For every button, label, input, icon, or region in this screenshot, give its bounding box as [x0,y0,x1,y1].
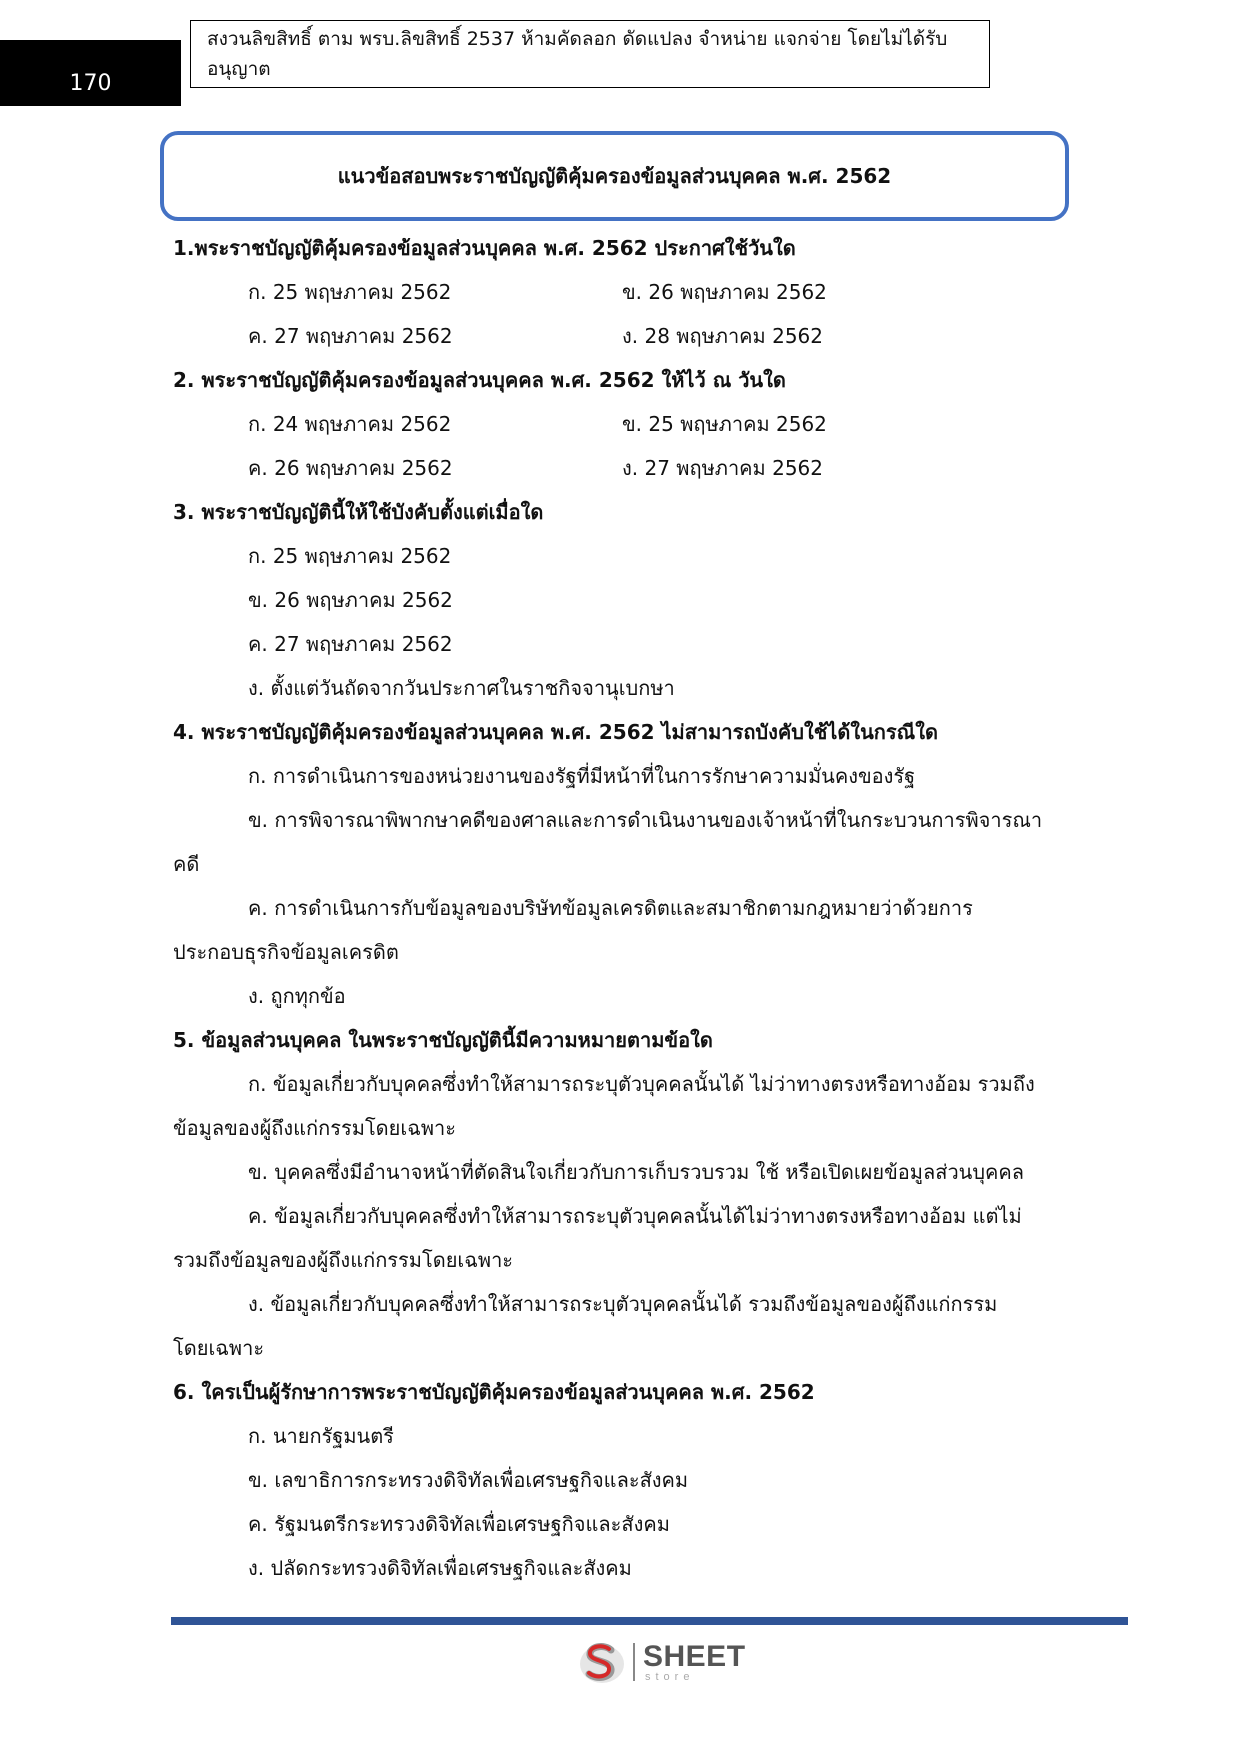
sheet-store-logo [577,1638,746,1686]
logo-main-text: SHEET [643,1639,746,1673]
sheet-store-logo-icon [577,1638,627,1686]
q4-option-b: ข. การพิจารณาพิพากษาคดีของศาลและการดำเนินงานของเจ้าหน้าที่ในกระบวนการพิจารณา [248,808,1043,832]
question-2: 2. พระราชบัญญัติคุ้มครองข้อมูลส่วนบุคคล พ.ศ. 2562 ให้ไว้ ณ วันใด [173,368,786,392]
q2-option-d: ง. 27 พฤษภาคม 2562 [622,456,823,480]
q5-option-a-cont: ข้อมูลของผู้ถึงแก่กรรมโดยเฉพาะ [173,1116,457,1140]
page-number: 170 [0,40,181,106]
footer-rule [171,1617,1128,1625]
question-3: 3. พระราชบัญญัตินี้ให้ใช้บังคับตั้งแต่เมื่อใด [173,500,544,524]
question-6: 6. ใครเป็นผู้รักษาการพระราชบัญญัติคุ้มครองข้อมูลส่วนบุคคล พ.ศ. 2562 [173,1380,815,1404]
q5-option-d-cont: โดยเฉพาะ [173,1336,265,1360]
q2-option-b: ข. 25 พฤษภาคม 2562 [622,412,827,436]
question-1: 1.พระราชบัญญัติคุ้มครองข้อมูลส่วนบุคคล พ.ศ. 2562 ประกาศใช้วันใด [173,236,796,260]
q5-option-b: ข. บุคคลซึ่งมีอำนาจหน้าที่ตัดสินใจเกี่ยวกับการเก็บรวบรวม ใช้ หรือเปิดเผยข้อมูลส่วนบุคคล [248,1160,1025,1184]
q6-option-d: ง. ปลัดกระทรวงดิจิทัลเพื่อเศรษฐกิจและสังคม [248,1556,632,1580]
q4-option-c-cont: ประกอบธุรกิจข้อมูลเครดิต [173,940,399,964]
q5-option-d: ง. ข้อมูลเกี่ยวกับบุคคลซึ่งทำให้สามารถระบุตัวบุคคลนั้นได้ รวมถึงข้อมูลของผู้ถึงแก่กรรม [248,1292,998,1316]
section-title: แนวข้อสอบพระราชบัญญัติคุ้มครองข้อมูลส่วนบุคคล พ.ศ. 2562 [337,164,892,188]
q5-option-c: ค. ข้อมูลเกี่ยวกับบุคคลซึ่งทำให้สามารถระบุตัวบุคคลนั้นได้ไม่ว่าทางตรงหรือทางอ้อม แต่ไม่ [248,1204,1022,1228]
copyright-text: สงวนลิขสิทธิ์ ตาม พรบ.ลิขสิทธิ์ 2537 ห้ามคัดลอก ดัดแปลง จำหน่าย แจกจ่าย โดยไม่ได้รับอนุญาต [207,28,948,80]
logo-sub-text: store [645,1670,695,1683]
q1-option-c: ค. 27 พฤษภาคม 2562 [248,324,453,348]
q3-option-c: ค. 27 พฤษภาคม 2562 [248,632,453,656]
question-4: 4. พระราชบัญญัติคุ้มครองข้อมูลส่วนบุคคล พ.ศ. 2562 ไม่สามารถบังคับใช้ได้ในกรณีใด [173,720,938,744]
q4-option-a: ก. การดำเนินการของหน่วยงานของรัฐที่มีหน้าที่ในการรักษาความมั่นคงของรัฐ [248,764,916,788]
q1-option-b: ข. 26 พฤษภาคม 2562 [622,280,827,304]
section-title-box [160,131,1069,221]
q4-option-b-cont: คดี [173,852,200,876]
q3-option-a: ก. 25 พฤษภาคม 2562 [248,544,452,568]
q3-option-d: ง. ตั้งแต่วันถัดจากวันประกาศในราชกิจจานุเบกษา [248,676,675,700]
q2-option-a: ก. 24 พฤษภาคม 2562 [248,412,452,436]
q6-option-b: ข. เลขาธิการกระทรวงดิจิทัลเพื่อเศรษฐกิจและสังคม [248,1468,689,1492]
q6-option-a: ก. นายกรัฐมนตรี [248,1424,394,1448]
q6-option-c: ค. รัฐมนตรีกระทรวงดิจิทัลเพื่อเศรษฐกิจและสังคม [248,1512,670,1536]
logo-wordmark [643,1639,746,1683]
question-5: 5. ข้อมูลส่วนบุคคล ในพระราชบัญญัตินี้มีความหมายตามข้อใด [173,1028,713,1052]
q4-option-d: ง. ถูกทุกข้อ [248,984,346,1008]
q4-option-c: ค. การดำเนินการกับข้อมูลของบริษัทข้อมูลเครดิตและสมาชิกตามกฎหมายว่าด้วยการ [248,896,973,920]
q1-option-d: ง. 28 พฤษภาคม 2562 [622,324,823,348]
logo-divider [633,1643,635,1681]
copyright-notice [190,20,990,88]
q5-option-a: ก. ข้อมูลเกี่ยวกับบุคคลซึ่งทำให้สามารถระบุตัวบุคคลนั้นได้ ไม่ว่าทางตรงหรือทางอ้อม รวมถึง [248,1072,1035,1096]
q2-option-c: ค. 26 พฤษภาคม 2562 [248,456,453,480]
q3-option-b: ข. 26 พฤษภาคม 2562 [248,588,453,612]
q5-option-c-cont: รวมถึงข้อมูลของผู้ถึงแก่กรรมโดยเฉพาะ [173,1248,514,1272]
q1-option-a: ก. 25 พฤษภาคม 2562 [248,280,452,304]
